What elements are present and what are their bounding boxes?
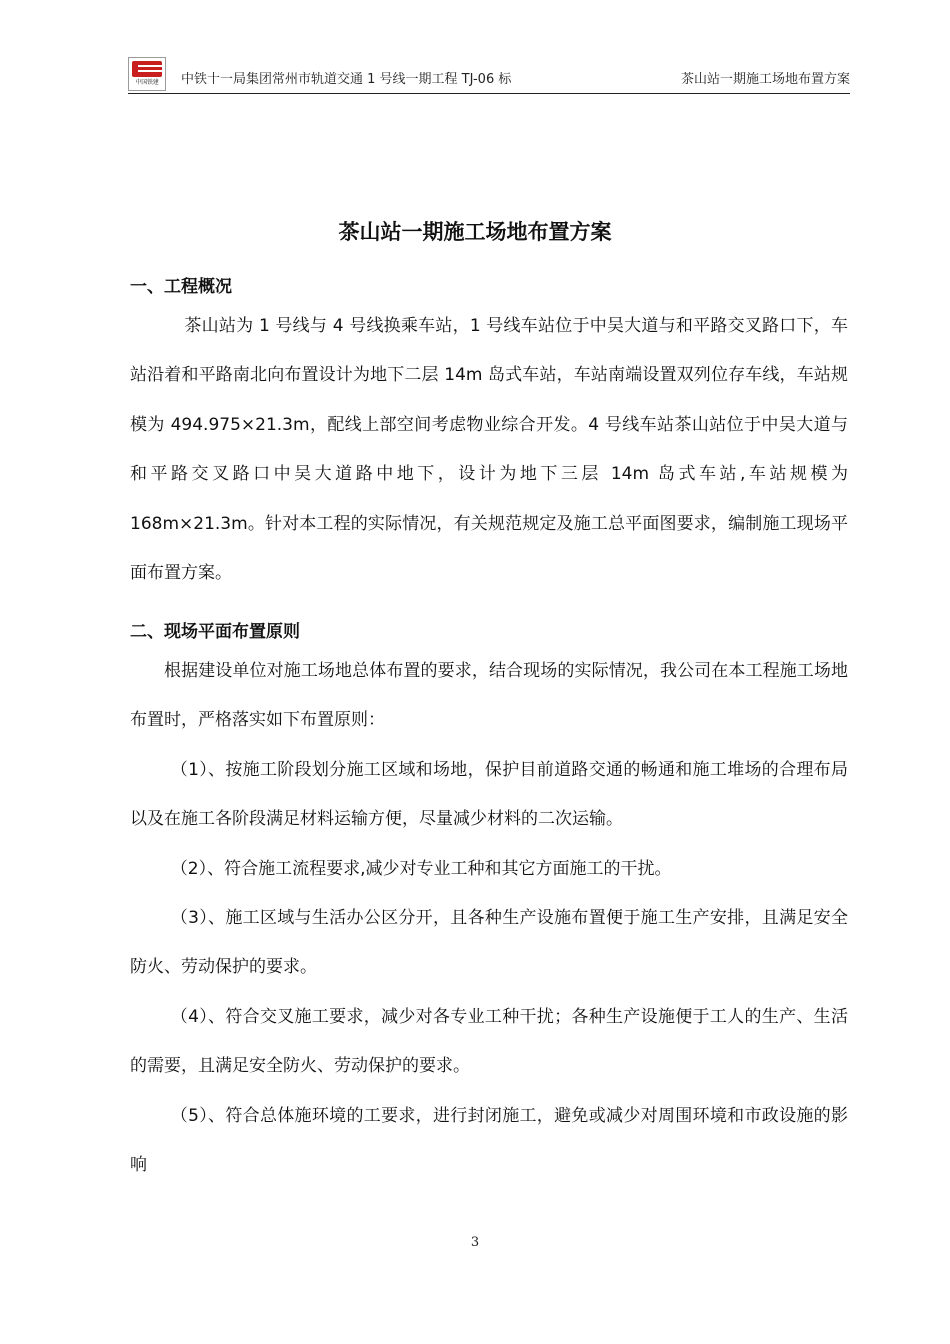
page-number: 3 bbox=[470, 1235, 480, 1250]
logo-stripe bbox=[138, 70, 162, 72]
principle-item-4: （4）、符合交叉施工要求，减少对各专业工种干扰；各种生产设施便于工人的生产、生活的需要，且满足安全防火、劳动保护的要求。 bbox=[130, 1007, 848, 1077]
header-project-name: 中铁十一局集团常州市轨道交通 1 号线一期工程 TJ-06 标 bbox=[181, 72, 512, 87]
company-logo bbox=[128, 57, 166, 91]
principle-item-5: （5）、符合总体施环境的工要求，进行封闭施工，避免或减少对周围环境和市政设施的影响 bbox=[130, 1106, 848, 1176]
page-header bbox=[128, 57, 850, 94]
overview-paragraph: 茶山站为 1 号线与 4 号线换乘车站，1 号线车站位于中吴大道与和平路交叉路口下，车站沿着和平路南北向布置设计为地下二层 14m 岛式车站，车站南端设置双列位存车线，车站规模为 494.975×21.3m，配线上部空间考虑物业综合开发。4 号线车站茶山站位于中吴大道与和平路交叉路口中吴大道路中地下，设计为地下三层 14m 岛式车站,车站规模为 168m×21.3m。针对本工程的实际情况，有关规范规定及施工总平面图要求，编制施工现场平面布置方案。 bbox=[130, 316, 848, 584]
header-document-name: 茶山站一期施工场地布置方案 bbox=[680, 72, 850, 87]
principles-intro-paragraph: 根据建设单位对施工场地总体布置的要求，结合现场的实际情况，我公司在本工程施工场地布置时，严格落实如下布置原则： bbox=[130, 661, 848, 731]
principle-item-3: （3）、施工区域与生活办公区分开，且各种生产设施布置便于施工生产安排，且满足安全防火、劳动保护的要求。 bbox=[130, 908, 848, 978]
logo-stripe bbox=[138, 65, 162, 67]
principle-item-2: （2）、符合施工流程要求,减少对专业工种和其它方面施工的干扰。 bbox=[170, 859, 672, 879]
document-title: 茶山站一期施工场地布置方案 bbox=[338, 220, 612, 244]
section-heading-overview: 一、工程概况 bbox=[130, 277, 232, 297]
logo-text: 中国铁建 bbox=[135, 79, 159, 86]
logo-emblem bbox=[132, 61, 162, 77]
section-heading-layout-principles: 二、现场平面布置原则 bbox=[130, 622, 300, 642]
principle-item-1: （1）、按施工阶段划分施工区域和场地，保护目前道路交通的畅通和施工堆场的合理布局以及在施工各阶段满足材料运输方便，尽量减少材料的二次运输。 bbox=[130, 760, 848, 830]
